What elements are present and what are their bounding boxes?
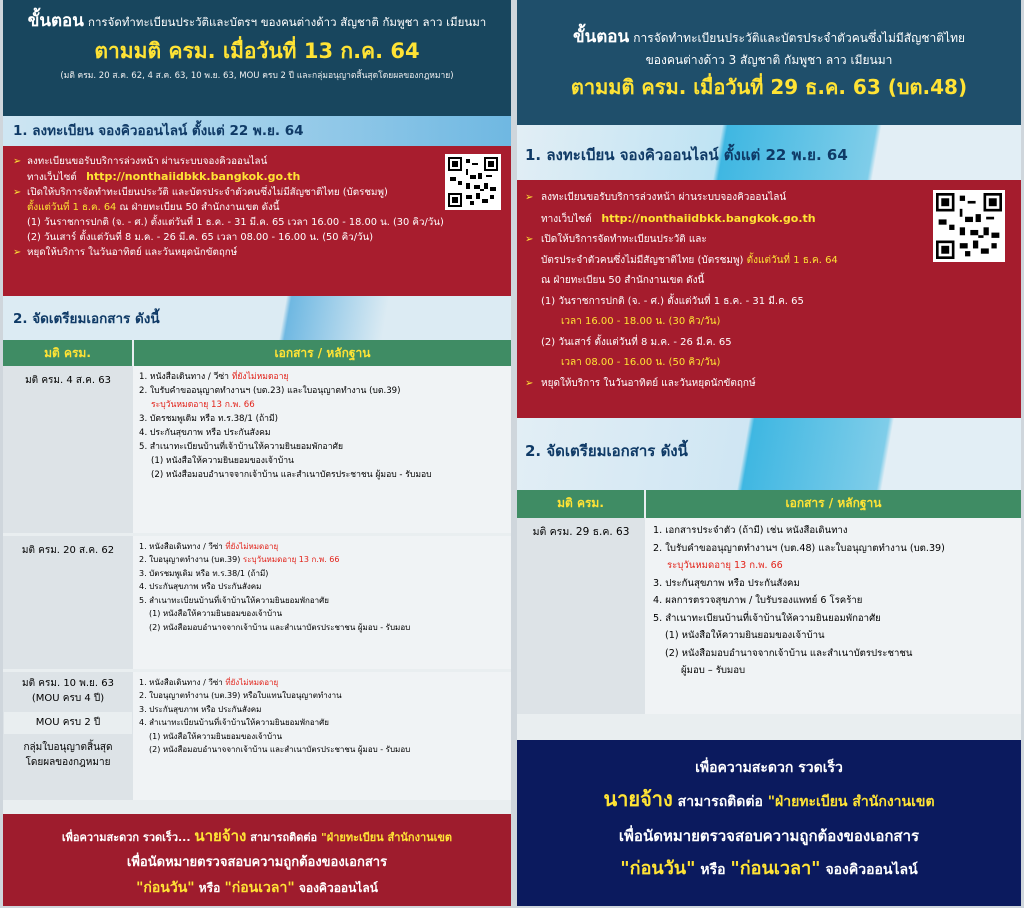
list-item: 2. ใบอนุญาตทำงาน (บต.39) หรือใบแทนใบอนุญาตทำงาน: [139, 691, 342, 700]
left-documents-table: [3, 340, 511, 800]
table-header-row: [3, 340, 511, 366]
right-footer-b3: "ฝ่ายทะเบียน สำนักงานเขต: [767, 794, 935, 810]
right-section2-text: 2. จัดเตรียมเอกสาร ดังนี้: [525, 442, 688, 460]
left-reg-bullet1: [13, 154, 503, 185]
left-footer: [3, 814, 511, 906]
left-section2-title: [3, 296, 511, 340]
left-r3-label-d: กลุ่มใบอนุญาตสิ้นสุด: [23, 741, 113, 753]
list-item: (1) หนังสือให้ความยินยอมของเจ้าบ้าน: [665, 630, 825, 641]
left-section1-title: [3, 116, 511, 146]
list-item: 4. ผลการตรวจสุขภาพ / ใบรับรองแพทย์ 6 โรคร้าย: [653, 595, 863, 606]
left-r3-label-c: MOU ครบ 2 ปี: [4, 712, 132, 734]
triangle-bullet-icon: ➢: [13, 247, 22, 258]
right-header-date: ตามมติ ครม. เมื่อวันที่ 29 ธ.ค. 63 (บต.48): [570, 75, 968, 99]
list-item: 1. เอกสารประจำตัว (ถ้ามี) เช่น หนังสือเดินทาง: [653, 525, 848, 536]
right-reg-url-link[interactable]: http://nonthaiidbkk.bangkok.go.th: [601, 211, 816, 225]
right-flyer: [517, 0, 1021, 906]
left-footer-a1: เพื่อความสะดวก รวดเร็ว...: [61, 831, 191, 844]
left-reg-schedule1: [13, 215, 503, 230]
right-reg-schedule2: [525, 333, 1013, 374]
list-item: (1) หนังสือให้ความยินยอมของเจ้าบ้าน: [149, 731, 283, 741]
left-header-line1: การจัดทำทะเบียนประวัติและบัตรฯ ของคนต่างด้าว สัญชาติ กัมพูชา ลาว เมียนมา: [88, 15, 487, 29]
table-row-docs: [645, 518, 1021, 714]
right-footer-b2: สามารถติดต่อ: [677, 794, 763, 810]
table-row: [3, 534, 511, 670]
list-item: [139, 553, 507, 567]
right-documents-table: [517, 490, 1021, 714]
left-footer-c4: จองคิวออนไลน์: [298, 881, 378, 895]
right-reg-bullet3: [525, 374, 1013, 395]
list-item: ระบุวันหมดอายุ 13 ก.พ. 66: [151, 400, 255, 410]
list-item: (2) หนังสือมอบอำนาจจากเจ้าบ้าน และสำเนาบัตรประชาชน ผู้มอบ - รับมอบ: [149, 622, 411, 632]
left-r2-i2: 2. ใบอนุญาตทำงาน (บต.39): [139, 555, 241, 564]
right-section1-text: 1. ลงทะเบียน จองคิวออนไลน์ ตั้งแต่ 22 พ.ย. 64: [525, 146, 848, 164]
list-item: 3. ประกันสุขภาพ หรือ ประกันสังคม: [139, 704, 262, 714]
list-item: 3. บัตรชมพูเดิม หรือ ท.ร.38/1 (ถ้ามี): [139, 414, 279, 424]
table-row-docs: [133, 534, 511, 670]
left-reg-b2b: ณ ฝ่ายทะเบียน 50 สำนักงานเขต ดังนี้: [119, 202, 280, 213]
left-footer-a4: "ฝ่ายทะเบียน สำนักงานเขต: [321, 831, 453, 844]
left-footer-c1: "ก่อนวัน": [136, 880, 195, 896]
left-section1-text: 1. ลงทะเบียน จองคิวออนไลน์ ตั้งแต่ 22 พ.ย. 64: [13, 123, 304, 139]
left-reg-bullet3: [13, 245, 503, 260]
left-reg-b3: หยุดให้บริการ ในวันอาทิตย์ และวันหยุดนักขัตฤกษ์: [27, 247, 238, 258]
list-item: 4. สำเนาทะเบียนบ้านที่เจ้าบ้านให้ความยินยอมพักอาศัย: [139, 718, 329, 727]
left-header-title: [3, 0, 511, 32]
list-item: (2) หนังสือมอบอำนาจจากเจ้าบ้าน และสำเนาบัตรประชาชน: [665, 647, 913, 659]
left-footer-a3: สามารถติดต่อ: [250, 831, 318, 844]
table-row-label: [517, 518, 645, 714]
list-item: (2) หนังสือมอบอำนาจจากเจ้าบ้าน และสำเนาบัตรประชาชน ผู้มอบ - รับมอบ: [149, 745, 411, 754]
list-item: (1) หนังสือให้ความยินยอมของเจ้าบ้าน: [151, 456, 294, 466]
right-reg-b3: หยุดให้บริการ ในวันอาทิตย์ และวันหยุดนักขัตฤกษ์: [541, 377, 756, 389]
left-footer-employer: นายจ้าง: [194, 827, 247, 845]
left-r3-i1-red: ที่ยังไม่หมดอายุ: [225, 677, 279, 687]
table-header-documents: เอกสาร / หลักฐาน: [645, 490, 1021, 518]
table-header-row: [517, 490, 1021, 518]
table-row-docs: [133, 670, 511, 800]
table-row: [3, 366, 511, 534]
left-reg-bullet2: [13, 185, 503, 215]
left-reg-s2a: (2) วันเสาร์ ตั้งแต่วันที่ 8 ม.ค. - 26 มี.ค. 65: [27, 232, 214, 243]
left-reg-b1b: ทางเว็บไซต์: [27, 172, 77, 183]
left-r3-label-a: มติ ครม. 10 พ.ย. 63: [22, 677, 114, 689]
right-reg-b2-date: ตั้งแต่วันที่ 1 ธ.ค. 64: [746, 254, 838, 266]
right-header-title: [517, 0, 1021, 48]
left-r3-i1: 1. หนังสือเดินทาง / วีซ่า: [139, 677, 223, 687]
triangle-bullet-icon: ➢: [13, 187, 22, 198]
left-reg-b1a: ลงทะเบียนขอรับบริการล่วงหน้า ผ่านระบบจองคิวออนไลน์: [27, 156, 268, 167]
right-header-prefix: ขั้นตอน: [572, 27, 630, 47]
right-footer-line3: เพื่อนัดหมายตรวจสอบความถูกต้องของเอกสาร: [618, 827, 920, 845]
left-reg-schedule2: [13, 230, 503, 245]
list-item: (2) หนังสือมอบอำนาจจากเจ้าบ้าน และสำเนาบัตรประชาชน ผู้มอบ - รับมอบ: [151, 470, 432, 480]
right-footer-d1: "ก่อนวัน": [620, 858, 696, 879]
left-reg-s1a: (1) วันราชการปกติ (จ. - ศ.) ตั้งแต่วันที่ 1 ธ.ค. - 31 มี.ค. 65: [27, 217, 285, 228]
right-reg-b2a: เปิดให้บริการจัดทำทะเบียนประวัติ และ: [541, 234, 707, 245]
left-flyer: [3, 0, 511, 906]
right-reg-b2b: บัตรประจำตัวคนซึ่งไม่มีสัญชาติไทย (บัตรชมพู): [541, 254, 744, 266]
right-header-line1: การจัดทำทะเบียนประวัติและบัตรประจำตัวคนซึ่งไม่มีสัญชาติไทย: [633, 31, 966, 45]
left-r1-label: มติ ครม. 4 ส.ค. 63: [25, 375, 111, 386]
right-footer-d2: หรือ: [700, 862, 726, 878]
table-header-documents: เอกสาร / หลักฐาน: [133, 340, 511, 366]
right-header-line1b: ของคนต่างด้าว 3 สัญชาติ กัมพูชา ลาว เมียนมา: [645, 53, 893, 67]
left-r3-label-b: (MOU ครบ 4 ปี): [31, 692, 105, 704]
table-row-label: [3, 670, 133, 800]
list-item: 3. ประกันสุขภาพ หรือ ประกันสังคม: [653, 577, 800, 589]
triangle-bullet-icon: ➢: [525, 377, 534, 389]
list-item: ผู้มอบ – รับมอบ: [681, 665, 746, 676]
table-header-resolution: มติ ครม.: [517, 490, 645, 518]
list-item: 4. ประกันสุขภาพ หรือ ประกันสังคม: [139, 428, 271, 438]
table-row-label: [3, 534, 133, 670]
qr-code-icon[interactable]: [445, 154, 501, 210]
right-reg-schedule1: [525, 292, 1013, 333]
right-footer-d3: "ก่อนเวลา": [730, 858, 821, 879]
triangle-bullet-icon: ➢: [525, 192, 534, 203]
qr-code-icon[interactable]: [933, 190, 1005, 262]
right-reg-s1b: เวลา 16.00 - 18.00 น. (30 คิว/วัน): [561, 316, 721, 327]
list-item: 2. ใบรับคำขออนุญาตทำงานฯ (บต.23) และใบอนุญาตทำงาน (บต.39): [139, 386, 401, 396]
right-registration-box: [517, 180, 1021, 418]
right-reg-s2a: (2) วันเสาร์ ตั้งแต่วันที่ 8 ม.ค. - 26 มี.ค. 65: [541, 336, 732, 348]
left-r2-label: มติ ครม. 20 ส.ค. 62: [21, 544, 115, 556]
right-reg-b1b: ทางเว็บไซต์: [541, 213, 592, 225]
list-item: 5. สำเนาทะเบียนบ้านที่เจ้าบ้านให้ความยินยอมพักอาศัย: [139, 442, 344, 452]
right-footer-d4: จองคิวออนไลน์: [825, 862, 918, 878]
right-reg-s2b: เวลา 08.00 - 16.00 น. (50 คิว/วัน): [561, 357, 721, 368]
left-r2-i1-red: ที่ยังไม่หมดอายุ: [225, 541, 279, 551]
left-r2-i1: 1. หนังสือเดินทาง / วีซ่า: [139, 541, 223, 551]
left-reg-url-link[interactable]: http://nonthaiidbkk.bangkok.go.th: [86, 170, 301, 183]
list-item: 4. ประกันสุขภาพ หรือ ประกันสังคม: [139, 582, 262, 591]
list-item: (1) หนังสือให้ความยินยอมของเจ้าบ้าน: [149, 609, 283, 618]
list-item: [139, 370, 507, 384]
left-r1-i1-red: ที่ยังไม่หมดอายุ: [231, 372, 289, 382]
right-footer-line4: [517, 853, 1021, 886]
left-header-note: (มติ ครม. 20 ส.ค. 62, 4 ส.ค. 63, 10 พ.ย. 63, MOU ครบ 2 ปี และกลุ่มอนุญาตสิ้นสุดโดยผลของกฎหมาย): [60, 71, 454, 81]
list-item: [139, 676, 507, 690]
left-footer-line1: [3, 824, 511, 850]
left-reg-b2-date: ตั้งแต่วันที่ 1 ธ.ค. 64: [27, 202, 117, 213]
list-item: [139, 540, 507, 554]
right-reg-b2c: ณ ฝ่ายทะเบียน 50 สำนักงานเขต ดังนี้: [541, 275, 705, 286]
list-item: 5. สำเนาทะเบียนบ้านที่เจ้าบ้านให้ความยินยอมพักอาศัย: [653, 612, 881, 624]
left-r2-i2-red: ระบุวันหมดอายุ 13 ก.พ. 66: [242, 555, 340, 564]
right-r1-label: มติ ครม. 29 ธ.ค. 63: [532, 526, 630, 538]
list-item: 3. บัตรชมพูเดิม หรือ ท.ร.38/1 (ถ้ามี): [139, 568, 269, 578]
left-header-prefix: ขั้นตอน: [27, 11, 84, 31]
list-item: 2. ใบรับคำขออนุญาตทำงานฯ (บต.48) และใบอนุญาตทำงาน (บต.39): [653, 542, 945, 554]
table-row-label: [3, 366, 133, 534]
right-footer-employer: นายจ้าง: [603, 787, 673, 811]
left-registration-box: [3, 146, 511, 296]
right-footer: [517, 740, 1021, 906]
left-footer-line3: [3, 876, 511, 900]
left-r3-label-e: โดยผลของกฎหมาย: [25, 756, 111, 768]
right-section1-title: [517, 125, 1021, 180]
table-header-resolution: มติ ครม.: [3, 340, 133, 366]
list-item: 5. สำเนาทะเบียนบ้านที่เจ้าบ้านให้ความยินยอมพักอาศัย: [139, 595, 329, 605]
left-reg-s1b: เวลา 16.00 - 18.00 น. (30 คิว/วัน): [287, 217, 444, 228]
table-row-docs: [133, 366, 511, 534]
left-footer-line2: เพื่อนัดหมายตรวจสอบความถูกต้องของเอกสาร: [126, 855, 388, 870]
left-reg-b2a: เปิดให้บริการจัดทำทะเบียนประวัติ และบัตรประจำตัวคนซึ่งไม่มีสัญชาติไทย (บัตรชมพู): [27, 187, 388, 198]
right-footer-line1: เพื่อความสะดวก รวดเร็ว: [695, 760, 843, 776]
left-footer-c3: "ก่อนเวลา": [224, 880, 295, 896]
left-header-date: ตามมติ ครม. เมื่อวันที่ 13 ก.ค. 64: [94, 39, 420, 63]
left-header: [3, 0, 511, 116]
right-reg-b1a: ลงทะเบียนขอรับบริการล่วงหน้า ผ่านระบบจองคิวออนไลน์: [541, 192, 787, 203]
triangle-bullet-icon: ➢: [525, 234, 534, 245]
triangle-bullet-icon: ➢: [13, 156, 22, 167]
left-r1-i1: 1. หนังสือเดินทาง / วีซ่า: [139, 372, 229, 382]
table-row: [517, 518, 1021, 714]
left-section2-text: 2. จัดเตรียมเอกสาร ดังนี้: [13, 311, 160, 327]
right-reg-s1a: (1) วันราชการปกติ (จ. - ศ.) ตั้งแต่วันที่ 1 ธ.ค. - 31 มี.ค. 65: [541, 295, 804, 307]
right-section2-title: [517, 418, 1021, 490]
table-row: [3, 670, 511, 800]
right-header: [517, 0, 1021, 125]
right-footer-line2: [517, 782, 1021, 819]
left-reg-s2b: เวลา 08.00 - 16.00 น. (50 คิว/วัน): [216, 232, 374, 243]
list-item: ระบุวันหมดอายุ 13 ก.พ. 66: [667, 560, 783, 571]
left-footer-c2: หรือ: [198, 881, 221, 895]
